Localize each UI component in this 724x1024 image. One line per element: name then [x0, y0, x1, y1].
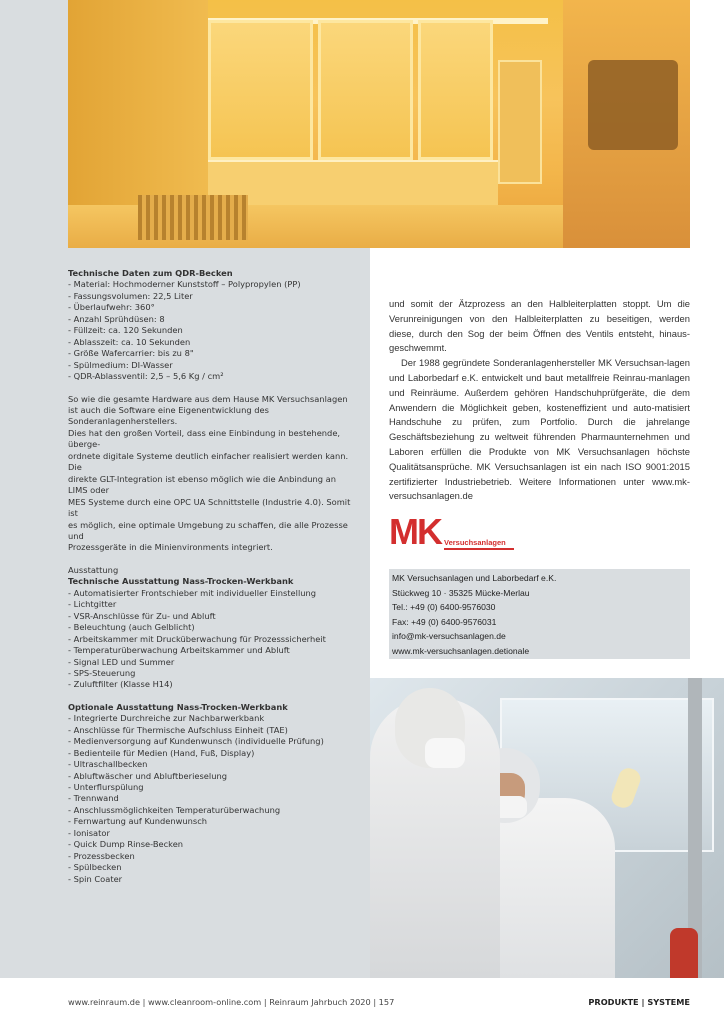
- mk-logo: [389, 512, 517, 554]
- cleanroom-photo: [68, 0, 690, 248]
- logo-subtitle: Versuchsanlagen: [444, 538, 506, 547]
- list-item: - Quick Dump Rinse-Becken: [68, 839, 358, 850]
- email-link[interactable]: info@mk-versuchsanlagen.de: [392, 631, 506, 642]
- list-item: - Automatisierter Frontschieber mit individueller Einstellung: [68, 588, 358, 599]
- list-item: - Größe Wafercarrier: bis zu 8": [68, 348, 358, 359]
- company-name: MK Versuchsanlagen und Laborbedarf e.K.: [392, 573, 557, 583]
- list-item: - Spülmedium: DI-Wasser: [68, 360, 358, 371]
- body-paragraph: Der 1988 gegründete Sonderanlagenhersteller MK Versuchsan-lagen und Laborbedarf e.K. entwickelt und baut metallfreie Reinrau-manlagen und Reinräume. Außerdem gehören Handschuhprüfgeräte, die dem Anwendern die Möglichkeit geben, kosteneffizient und auto-matisiert Handschuhe zu prüfen, zum Portfolio. Durch die jahrelange Geschäftsbeziehung zu weltweit führenden Pharmaunternehmen und Laboren erfüllen die Produkte von MK Versuchsanlagen höchste Qualitätsansprüche. MK Versuchsanlagen ist ein nach ISO 9001:2015 zertifizierter Industriebetrieb. Weitere Informationen unter www.mk-versuchsanlagen.de: [389, 357, 690, 502]
- list-item: - Anzahl Sprühdüsen: 8: [68, 314, 358, 325]
- list-item: - VSR-Anschlüsse für Zu- und Abluft: [68, 611, 358, 622]
- optional-equipment-heading: Optionale Ausstattung Nass-Trocken-Werkbank: [68, 701, 288, 712]
- ausstattung-label: Ausstattung: [68, 564, 119, 575]
- address: Stückweg 10 · 35325 Mücke-Merlau: [392, 587, 530, 598]
- list-item: - Ablasszeit: ca. 10 Sekunden: [68, 337, 358, 348]
- list-item: - Integrierte Durchreiche zur Nachbarwerkbank: [68, 713, 358, 724]
- website-link[interactable]: www.mk-versuchsanlagen.detionale: [392, 645, 530, 656]
- tech-data-heading: Technische Daten zum QDR-Becken: [68, 268, 233, 278]
- list-item: - Spülbecken: [68, 862, 358, 873]
- list-item: - Lichtgitter: [68, 599, 358, 610]
- list-item: - Ionisator: [68, 828, 358, 839]
- paragraph-line: So wie die gesamte Hardware aus dem Hause MK Versuchsanlagen: [68, 393, 348, 404]
- list-item: - Trennwand: [68, 793, 358, 804]
- paragraph-line: Prozessgeräte in die Minienvironments integriert.: [68, 542, 273, 553]
- equipment-heading: Technische Ausstattung Nass-Trocken-Werkbank: [68, 576, 294, 587]
- right-text-column: [389, 297, 690, 504]
- list-item: - Signal LED und Summer: [68, 657, 358, 668]
- list-item: - QDR-Ablassventil: 2,5 – 5,6 Kg / cm²: [68, 371, 358, 382]
- logo-mk-text: MK: [389, 511, 441, 552]
- paragraph-line: es möglich, eine optimale Umgebung zu schaffen, die alle Prozesse und: [68, 519, 348, 541]
- footer-section: PRODUKTE | SYSTEME: [588, 997, 690, 1007]
- list-item: - Zuluftfilter (Klasse H14): [68, 679, 358, 690]
- footer-left: www.reinraum.de | www.cleanroom-online.com | Reinraum Jahrbuch 2020 | 157: [68, 997, 395, 1007]
- equipment-list: [68, 588, 358, 691]
- paragraph-line: Dies hat den großen Vorteil, dass eine Einbindung in bestehende, überge-: [68, 427, 341, 450]
- optional-equipment-list: [68, 713, 358, 885]
- cleanroom-workers-photo: [370, 678, 724, 978]
- tech-data-list: [68, 279, 358, 382]
- paragraph-line: ordnete digitale Systeme deutlich einfacher realisiert werden kann. Die: [68, 450, 349, 473]
- list-item: - Abluftwäscher und Abluftberieselung: [68, 771, 358, 782]
- list-item: - Bedienteile für Medien (Hand, Fuß, Display): [68, 748, 358, 759]
- list-item: - Arbeitskammer mit Drucküberwachung für Prozesssicherheit: [68, 634, 358, 645]
- list-item: - Ultraschallbecken: [68, 759, 358, 770]
- paragraph-line: ist auch die Software eine Eigenentwicklung des Sonderanlagenherstellers.: [68, 404, 269, 427]
- list-item: - Anschlüsse für Thermische Aufschluss Einheit (TAE): [68, 725, 358, 736]
- list-item: - Temperaturüberwachung Arbeitskammer und Abluft: [68, 645, 358, 656]
- left-text-column: [68, 268, 358, 885]
- list-item: - Fernwartung auf Kundenwunsch: [68, 816, 358, 827]
- paragraph-line: MES Systeme durch eine OPC UA Schnittstelle (Industrie 4.0). Somit ist: [68, 496, 351, 519]
- fax: Fax: +49 (0) 6400-9576031: [392, 616, 497, 627]
- list-item: - Material: Hochmoderner Kunststoff – Polypropylen (PP): [68, 279, 358, 290]
- list-item: - Spin Coater: [68, 874, 358, 885]
- list-item: - Fassungsvolumen: 22,5 Liter: [68, 291, 358, 302]
- list-item: - Beleuchtung (auch Gelblicht): [68, 622, 358, 633]
- list-item: - Unterflurspülung: [68, 782, 358, 793]
- list-item: - Füllzeit: ca. 120 Sekunden: [68, 325, 358, 336]
- body-paragraph: und somit der Ätzprozess an den Halbleiterplatten stoppt. Um die Verunreinigungen von den Halbleiterplatten zu beseitigen, werden diese, durch den Sog der beim Öffnen des Ventils entsteht, hinaus-geschwemmt.: [389, 298, 690, 354]
- phone: Tel.: +49 (0) 6400-9576030: [392, 602, 496, 613]
- list-item: - Prozessbecken: [68, 851, 358, 862]
- list-item: - Überlaufwehr: 360°: [68, 302, 358, 313]
- software-paragraph: [68, 394, 358, 554]
- paragraph-line: direkte GLT-Integration ist ebenso möglich wie die Anbindung an LIMS oder: [68, 473, 336, 496]
- list-item: - Medienversorgung auf Kundenwunsch (individuelle Prüfung): [68, 736, 358, 747]
- contact-box: [389, 569, 690, 659]
- list-item: - Anschlussmöglichkeiten Temperaturüberwachung: [68, 805, 358, 816]
- list-item: - SPS-Steuerung: [68, 668, 358, 679]
